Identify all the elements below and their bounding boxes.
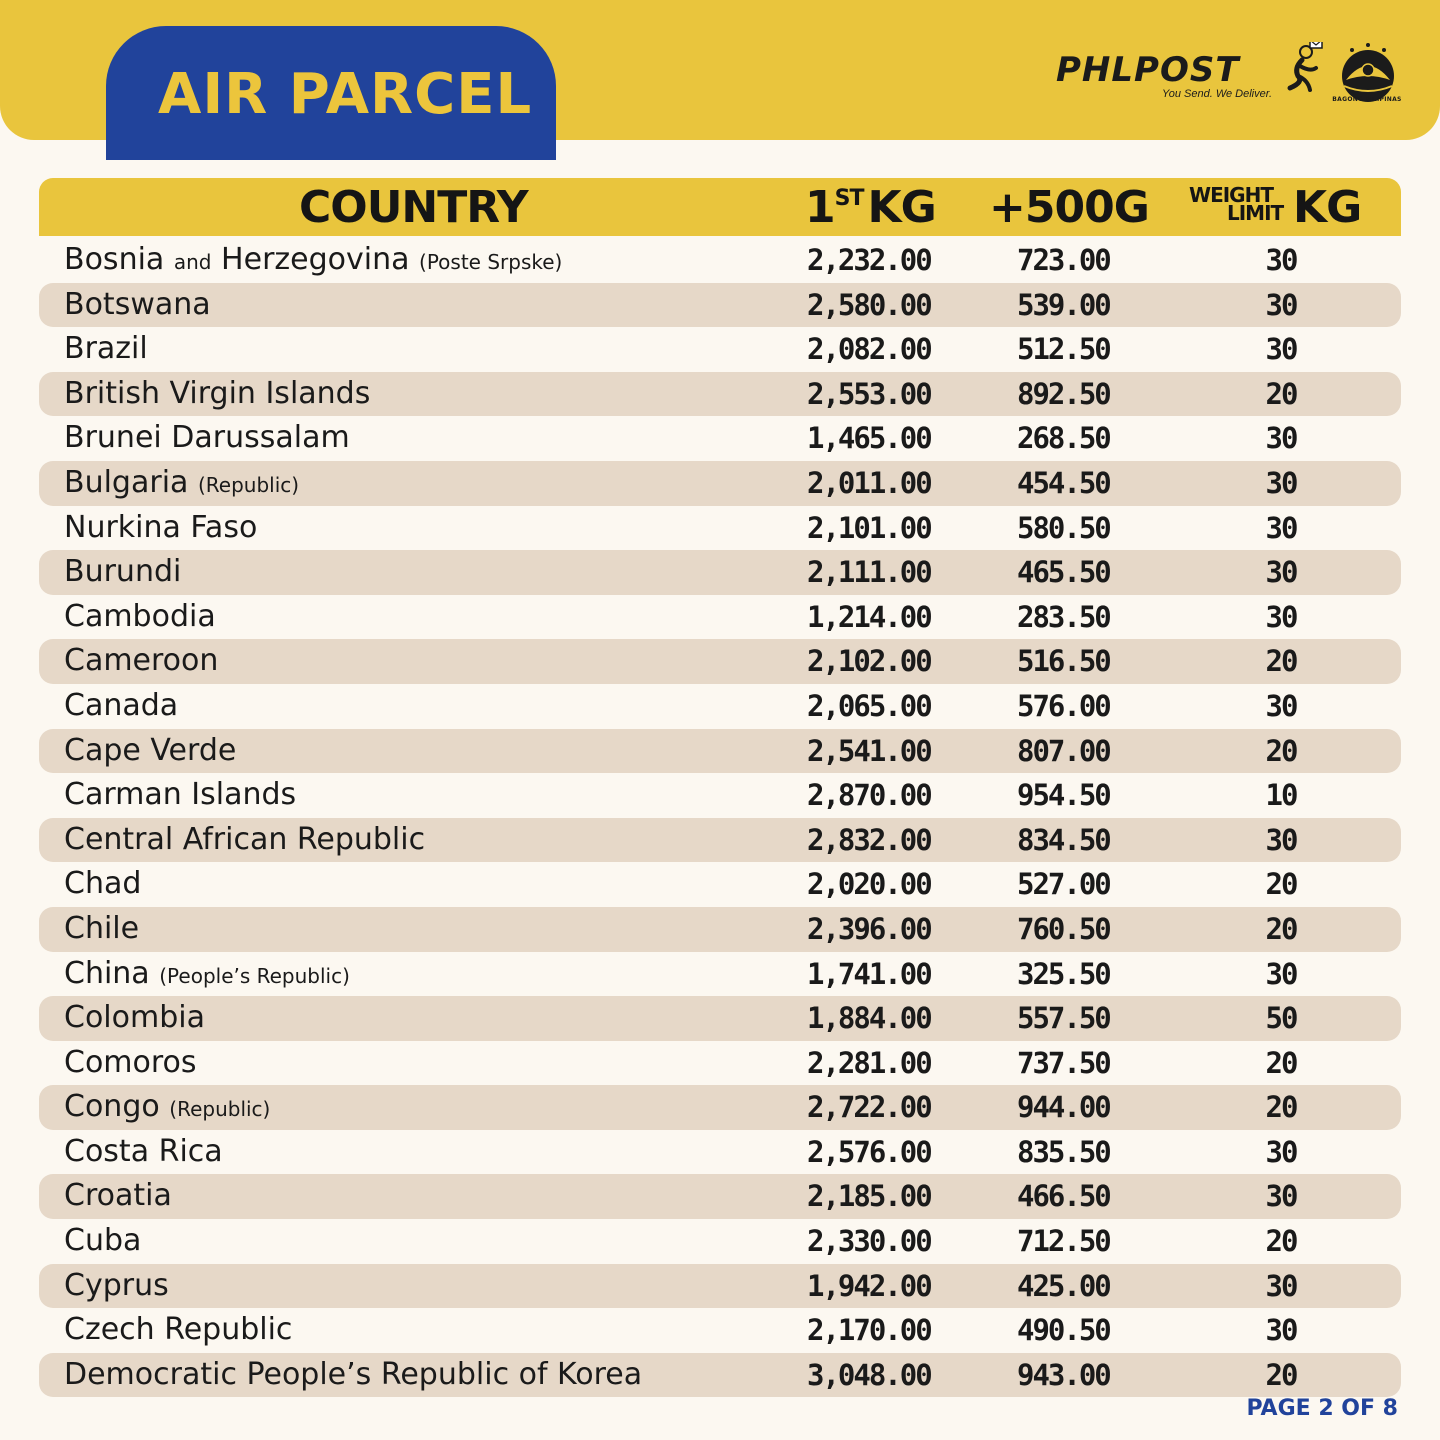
weight-limit-cell: 30 — [1265, 688, 1297, 723]
table-row — [39, 327, 1401, 372]
country-cell: Burundi — [64, 554, 182, 590]
country-cell: Botswana — [64, 286, 211, 322]
plus-500g-cell: 834.50 — [1017, 822, 1110, 857]
plus-500g-cell: 454.50 — [1017, 465, 1110, 500]
plus-500g-cell: 465.50 — [1017, 555, 1110, 590]
weight-limit-cell: 20 — [1265, 644, 1297, 679]
plus-500g-cell: 580.50 — [1017, 510, 1110, 545]
country-cell: Congo (Republic) — [64, 1089, 271, 1125]
weight-limit-cell: 30 — [1265, 1179, 1297, 1214]
first-kg-cell: 2,082.00 — [807, 332, 931, 367]
first-kg-cell: 1,884.00 — [807, 1001, 931, 1036]
country-cell: Costa Rica — [64, 1133, 223, 1169]
weight-limit-cell: 20 — [1265, 911, 1297, 946]
weight-limit-cell: 20 — [1265, 733, 1297, 768]
courier-runner-icon — [1280, 42, 1324, 94]
plus-500g-cell: 944.00 — [1017, 1090, 1110, 1125]
country-cell: Czech Republic — [64, 1312, 293, 1348]
weight-limit-cell: 30 — [1265, 421, 1297, 456]
table-row — [39, 595, 1401, 640]
country-cell: Chad — [64, 866, 142, 902]
weight-limit-cell: 30 — [1265, 332, 1297, 367]
first-kg-cell: 3,048.00 — [807, 1357, 931, 1392]
first-kg-cell: 2,020.00 — [807, 867, 931, 902]
plus-500g-cell: 737.50 — [1017, 1045, 1110, 1080]
table-row — [39, 372, 1401, 417]
weight-limit-cell: 20 — [1265, 1090, 1297, 1125]
first-kg-cell: 2,722.00 — [807, 1090, 931, 1125]
plus-500g-cell: 512.50 — [1017, 332, 1110, 367]
plus-500g-cell: 954.50 — [1017, 778, 1110, 813]
plus-500g-cell: 539.00 — [1017, 287, 1110, 322]
first-kg-cell: 2,185.00 — [807, 1179, 931, 1214]
weight-limit-cell: 30 — [1265, 1268, 1297, 1303]
table-row — [39, 862, 1401, 907]
table-row — [39, 416, 1401, 461]
weight-limit-cell: 30 — [1265, 822, 1297, 857]
weight-limit-cell: 30 — [1265, 599, 1297, 634]
title-tab — [106, 26, 556, 160]
plus-500g-cell: 527.00 — [1017, 867, 1110, 902]
weight-limit-cell: 30 — [1265, 555, 1297, 590]
table-row — [39, 238, 1401, 283]
plus-500g-cell: 425.00 — [1017, 1268, 1110, 1303]
weight-limit-cell: 10 — [1265, 778, 1297, 813]
country-cell: British Virgin Islands — [64, 375, 371, 411]
weight-limit-cell: 20 — [1265, 867, 1297, 902]
weight-limit-cell: 30 — [1265, 956, 1297, 991]
first-kg-cell: 2,832.00 — [807, 822, 931, 857]
country-cell: Bosnia and Herzegovina (Poste Srpske) — [64, 242, 563, 277]
first-kg-cell: 2,101.00 — [807, 510, 931, 545]
country-cell: Cameroon — [64, 643, 219, 679]
weight-limit-cell: 20 — [1265, 376, 1297, 411]
table-row — [39, 1308, 1401, 1353]
table-row — [39, 461, 1401, 506]
country-cell: Croatia — [64, 1178, 172, 1214]
table-row — [39, 1085, 1401, 1130]
country-cell: Cyprus — [64, 1267, 169, 1303]
first-kg-cell: 2,065.00 — [807, 688, 931, 723]
weight-limit-cell: 30 — [1265, 1313, 1297, 1348]
first-kg-cell: 2,281.00 — [807, 1045, 931, 1080]
plus-500g-cell: 325.50 — [1017, 956, 1110, 991]
plus-500g-cell: 892.50 — [1017, 376, 1110, 411]
logo-wordmark: PHLPOST — [1056, 50, 1240, 90]
plus-500g-cell: 712.50 — [1017, 1224, 1110, 1259]
table-row — [39, 684, 1401, 729]
weight-limit-cell: 20 — [1265, 1045, 1297, 1080]
plus-500g-cell: 576.00 — [1017, 688, 1110, 723]
table-row — [39, 1264, 1401, 1309]
phlpost-logo — [1056, 50, 1326, 110]
plus-500g-cell: 835.50 — [1017, 1134, 1110, 1169]
weight-limit-cell: 30 — [1265, 465, 1297, 500]
country-cell: Bulgaria (Republic) — [64, 464, 300, 500]
country-cell: China (People’s Republic) — [64, 955, 350, 991]
first-kg-cell: 2,541.00 — [807, 733, 931, 768]
header-first-kg: 1STKG — [805, 182, 936, 233]
first-kg-cell: 2,396.00 — [807, 911, 931, 946]
table-row — [39, 1174, 1401, 1219]
first-kg-cell: 2,553.00 — [807, 376, 931, 411]
table-row — [39, 996, 1401, 1041]
country-cell: Carman Islands — [64, 777, 297, 813]
header-country: COUNTRY — [299, 182, 528, 233]
first-kg-cell: 1,465.00 — [807, 421, 931, 456]
country-cell: Cape Verde — [64, 732, 237, 768]
weight-limit-cell: 50 — [1265, 1001, 1297, 1036]
table-row — [39, 773, 1401, 818]
country-cell: Cambodia — [64, 598, 216, 634]
country-cell: Cuba — [64, 1223, 142, 1259]
first-kg-cell: 2,232.00 — [807, 243, 931, 277]
plus-500g-cell: 268.50 — [1017, 421, 1110, 456]
table-row — [39, 550, 1401, 595]
country-cell: Comoros — [64, 1044, 197, 1080]
first-kg-cell: 2,330.00 — [807, 1224, 931, 1259]
plus-500g-cell: 466.50 — [1017, 1179, 1110, 1214]
plus-500g-cell: 490.50 — [1017, 1313, 1110, 1348]
first-kg-cell: 2,576.00 — [807, 1134, 931, 1169]
first-kg-cell: 1,741.00 — [807, 956, 931, 991]
page-title: AIR PARCEL — [158, 62, 533, 127]
table-row — [39, 506, 1401, 551]
header-weight-limit: WEIGHT LIMIT — [1189, 183, 1284, 225]
plus-500g-cell: 283.50 — [1017, 599, 1110, 634]
country-cell: Nurkina Faso — [64, 509, 258, 545]
country-cell: Canada — [64, 687, 179, 723]
first-kg-cell: 2,870.00 — [807, 778, 931, 813]
plus-500g-cell: 516.50 — [1017, 644, 1110, 679]
weight-limit-cell: 30 — [1265, 243, 1297, 277]
country-cell: Brazil — [64, 331, 148, 367]
rate-table — [39, 238, 1401, 1397]
seal-label: BAGONG PILIPINAS — [1332, 96, 1402, 103]
table-header — [39, 178, 1401, 236]
weight-limit-cell: 30 — [1265, 287, 1297, 322]
plus-500g-cell: 723.00 — [1017, 243, 1110, 277]
weight-limit-cell: 30 — [1265, 510, 1297, 545]
plus-500g-cell: 557.50 — [1017, 1001, 1110, 1036]
first-kg-cell: 2,011.00 — [807, 465, 931, 500]
table-row — [39, 907, 1401, 952]
logo-tagline: You Send. We Deliver. — [1162, 88, 1273, 100]
table-row — [39, 283, 1401, 328]
country-cell: Colombia — [64, 1000, 205, 1036]
table-row — [39, 1041, 1401, 1086]
first-kg-cell: 2,102.00 — [807, 644, 931, 679]
country-cell: Chile — [64, 910, 140, 946]
plus-500g-cell: 943.00 — [1017, 1357, 1110, 1392]
table-row — [39, 952, 1401, 997]
table-row — [39, 639, 1401, 684]
first-kg-cell: 1,214.00 — [807, 599, 931, 634]
first-kg-cell: 2,111.00 — [807, 555, 931, 590]
page-indicator: PAGE 2 OF 8 — [1246, 1396, 1398, 1421]
country-cell: Central African Republic — [64, 821, 426, 857]
table-row — [39, 1353, 1401, 1398]
header-plus-500g: +500G — [989, 182, 1149, 233]
table-row — [39, 1130, 1401, 1175]
weight-limit-cell: 30 — [1265, 1134, 1297, 1169]
weight-limit-cell: 20 — [1265, 1357, 1297, 1392]
weight-limit-cell: 20 — [1265, 1224, 1297, 1259]
plus-500g-cell: 760.50 — [1017, 911, 1110, 946]
table-row — [39, 729, 1401, 774]
first-kg-cell: 2,580.00 — [807, 287, 931, 322]
header-limit-unit: KG — [1293, 182, 1362, 233]
table-row — [39, 1219, 1401, 1264]
plus-500g-cell: 807.00 — [1017, 733, 1110, 768]
country-cell: Brunei Darussalam — [64, 420, 350, 456]
table-row — [39, 818, 1401, 863]
country-cell: Democratic People’s Republic of Korea — [64, 1356, 643, 1392]
first-kg-cell: 1,942.00 — [807, 1268, 931, 1303]
first-kg-cell: 2,170.00 — [807, 1313, 931, 1348]
